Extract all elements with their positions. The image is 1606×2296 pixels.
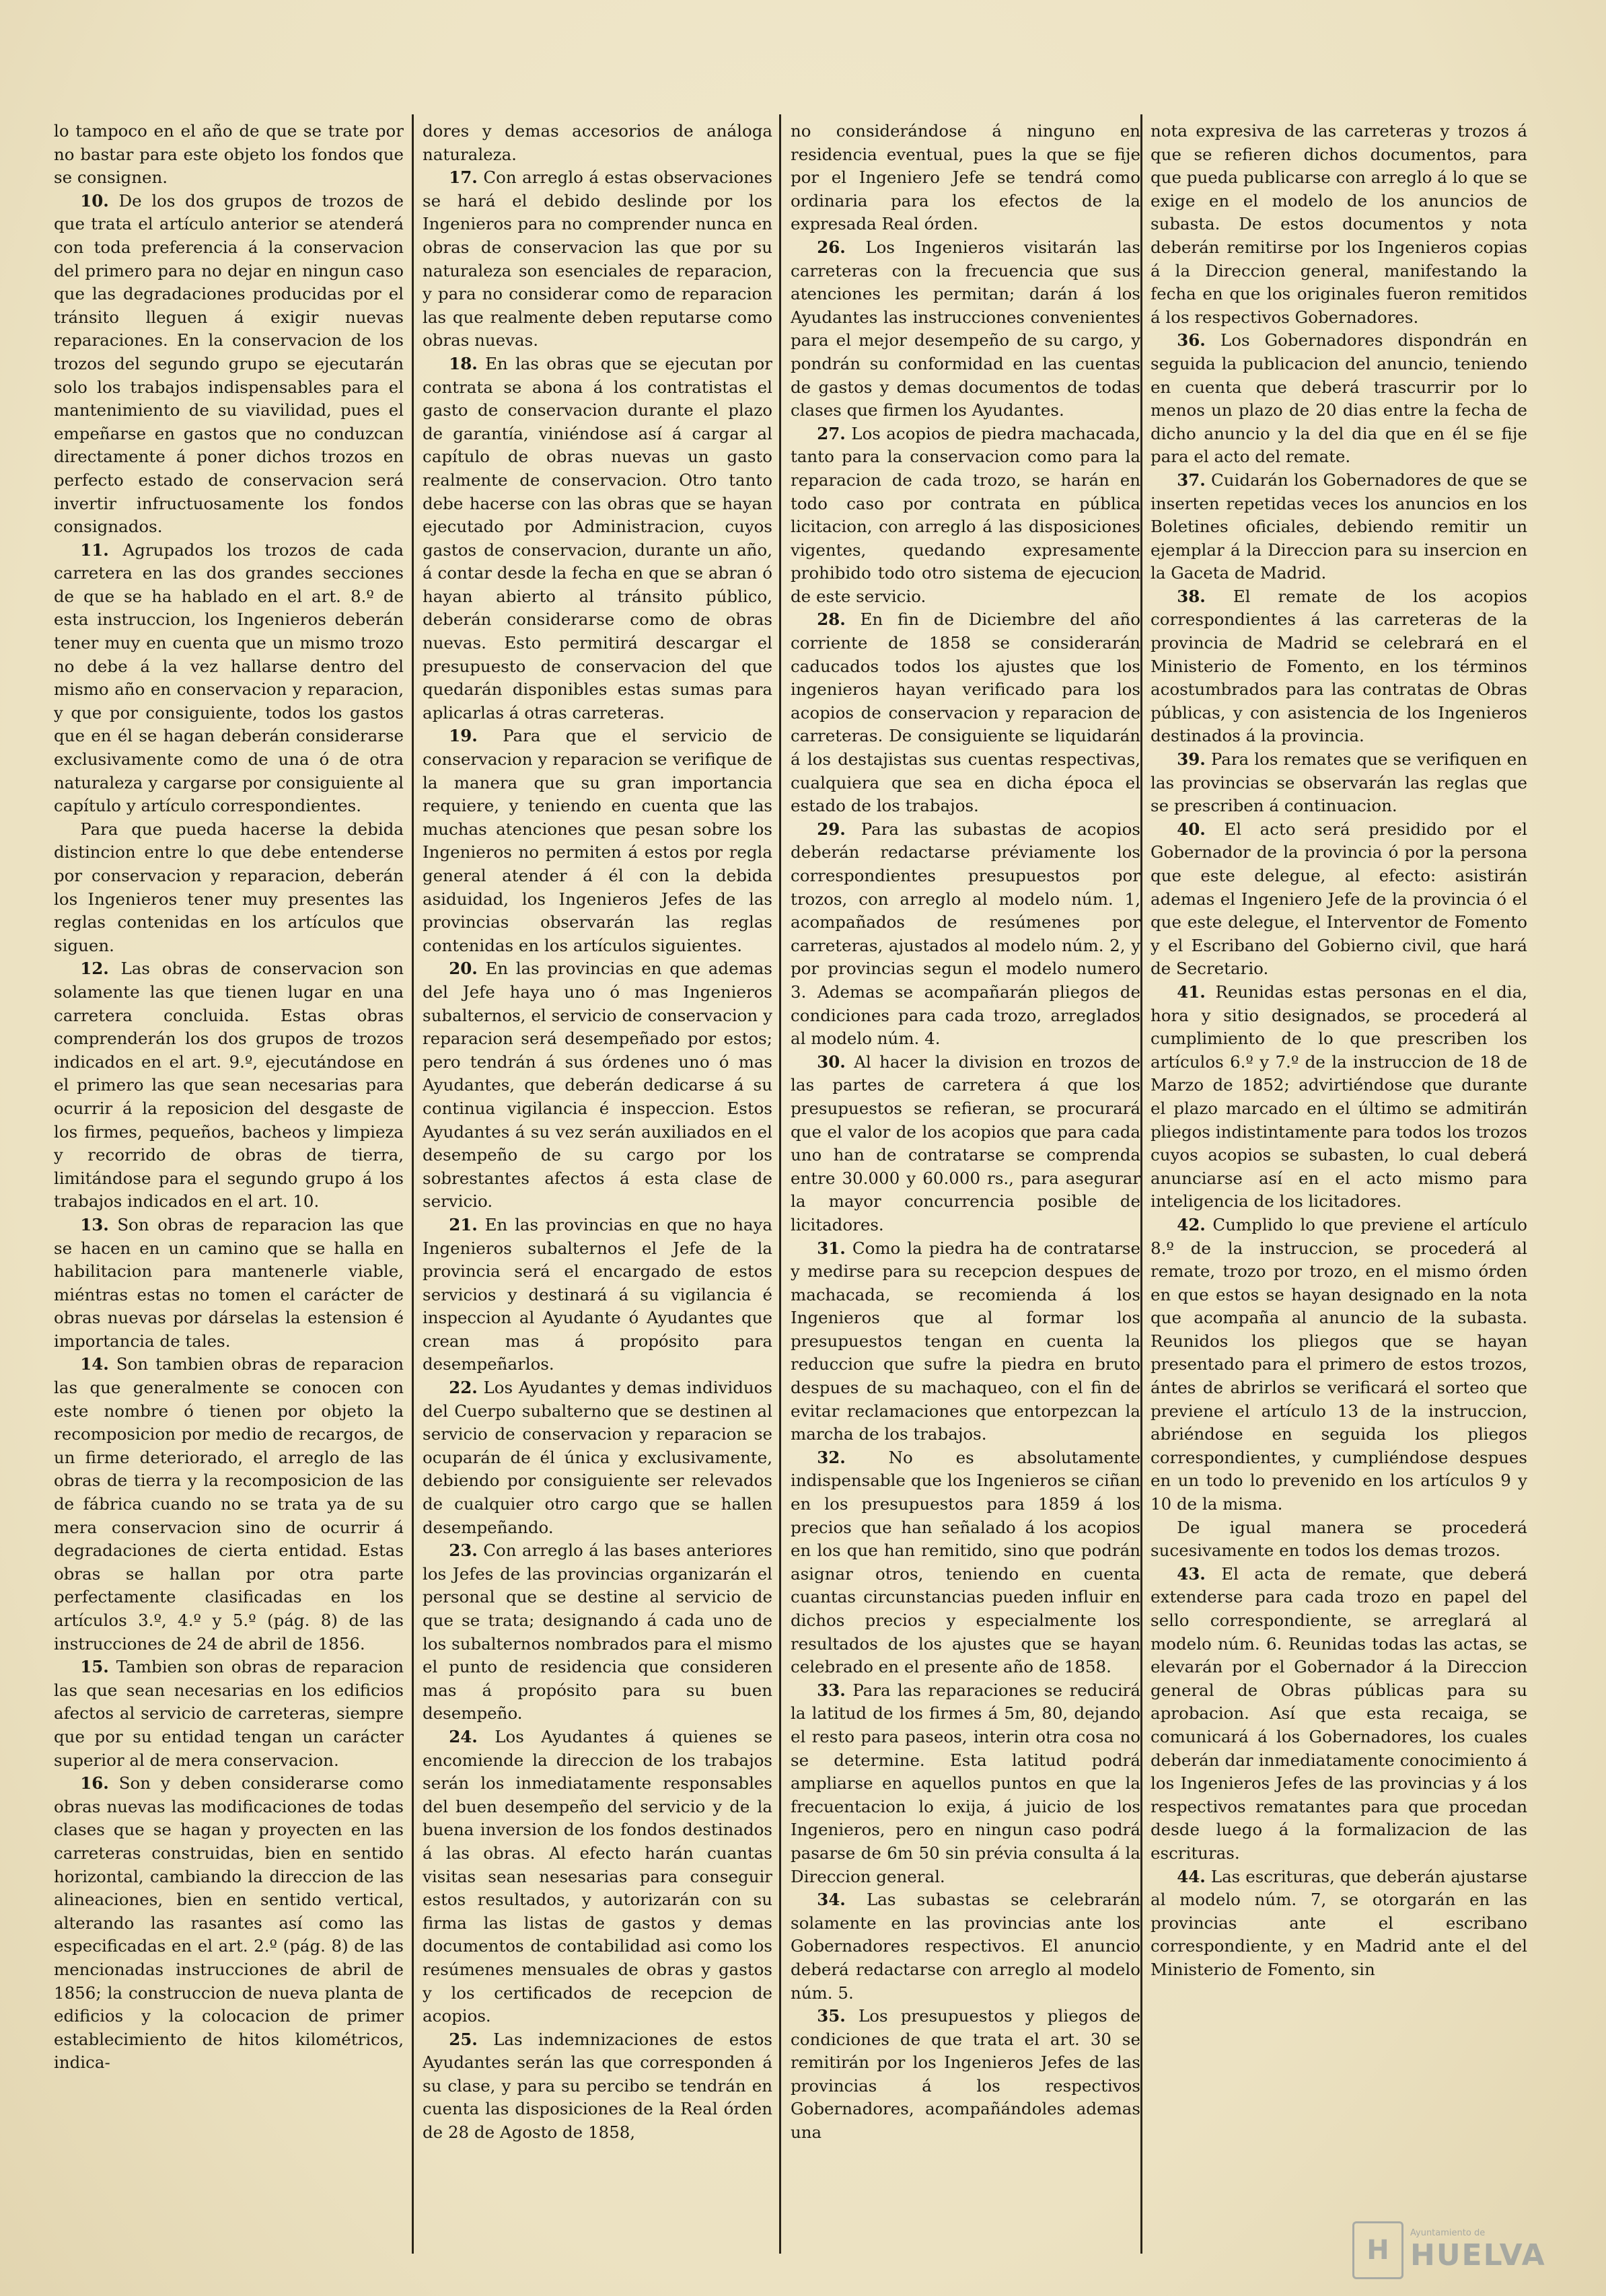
paragraph-text: Para los remates que se verifiquen en las provincias se observarán las reglas que se prescriben á continuacion. [1151, 749, 1527, 816]
paragraph-text: De los dos grupos de trozos de que trata el artículo anterior se atenderá con toda preferencia á la conservacion del primero para no dejar en ningun caso que las degradaciones producidas por el tránsito lleguen á exigir nuevas reparaciones. En la conservacion de los trozos del segundo grupo se ejecutarán solo los trabajos indispensables para el mantenimiento de su viavilidad, pues el empeñarse en gastos que no conduzcan directamente á poner dichos trozos en perfecto estado de conservacion será invertir infructuosamente los fondos consignados. [54, 190, 404, 537]
paragraph [791, 1446, 1140, 1679]
paragraph-text: Los presupuestos y pliegos de condiciones de que trata el art. 30 se remitirán por los Ingenieros Jefes de las provincias á los respectivos Gobernadores, acompañándoles ademas una [791, 2006, 1140, 2143]
watermark-label: HUELVA [1410, 2238, 1546, 2272]
article-number: 42. [1177, 1214, 1206, 1234]
column-rule [1140, 114, 1142, 2254]
text-column-2 [423, 120, 772, 2259]
paragraph-text: En las provincias en que ademas del Jefe haya uno ó mas Ingenieros subalternos, el servicio de conservacion y reparacion será desempeñado por estos; pero tendrán á sus órdenes uno ó mas Ayudantes, que deberán dedicarse á su continua vigilancia é inspeccion. Estos Ayudantes á su vez serán auxiliados en el desempeño de su cargo por los sobrestantes afectos á esta clase de servicio. [423, 959, 772, 1212]
paragraph-text: no considerándose á ninguno en residencia eventual, pues la que se fije por el Ingeniero Jefe se tendrá como ordinaria para los efectos de la expresada Real órden. [791, 121, 1140, 234]
paragraph [1151, 1563, 1527, 1865]
article-number: 19. [449, 726, 478, 746]
paragraph [423, 725, 772, 957]
watermark-sub: Ayuntamiento de [1410, 2228, 1486, 2238]
paragraph [423, 1539, 772, 1726]
paragraph [54, 1353, 404, 1656]
article-number: 27. [817, 423, 846, 443]
paragraph-text: En las obras que se ejecutan por contrata se abona á los contratistas el gasto de conservacion durante el plazo de garantía, viniéndose así á cargar al capítulo de obras nuevas un gasto realmente de conservacion. Otro tanto debe hacerse con las obras que se hayan ejecutado por Administracion, cuyos gastos de conservacion, durante un año, á contar desde la fecha en que se abran ó hayan abierto al tránsito público, deberán considerarse como de obras nuevas. Esto permitirá descargar el presupuesto de conservacion del que quedarán disponibles estas sumas para aplicarlas á otras carreteras. [423, 353, 772, 723]
paragraph [423, 1376, 772, 1539]
paragraph-text: Para las reparaciones se reducirá la latitud de los firmes á 5m, 80, dejando el resto para paseos, interin otra cosa no se determine. Esta latitud podrá ampliarse en aquellos puntos en que la frecuentacion lo exija, á juicio de los Ingenieros, pero en ningun caso podrá pasarse de 6m 50 sin prévia consulta á la Direccion general. [791, 1680, 1140, 1886]
paragraph [1151, 1516, 1527, 1563]
paragraph-text: Cumplido lo que previene el artículo 8.º de la instruccion, se procederá al remate, trozo por trozo, en el mismo órden en que estos se hayan designado en la nota que acompaña al anuncio de la subasta. Reunidos los pliegos que se hayan presentado para el primero de estos trozos, ántes de abrirlos se verificará el sorteo que previene el artículo 13 de la instruccion, abriéndose en seguida los pliegos correspondientes, y cumpliéndose despues en un todo lo prevenido en los artículos 9 y 10 de la misma. [1151, 1214, 1527, 1514]
article-number: 32. [817, 1447, 846, 1467]
article-number: 43. [1177, 1563, 1206, 1584]
paragraph-text: Son tambien obras de reparacion las que generalmente se conocen con este nombre ó tienen por objeto la recomposicion por medio de recargos, de un firme deteriorado, el arreglo de las obras de tierra y la recomposicion de las de fábrica cuando no se trata ya de su mera conservacion sino de ocurrir á degradaciones de cierta entidad. Estas obras se hallan por otra parte perfectamente clasificadas en los artículos 3.º, 4.º y 5.º (pág. 8) de las instrucciones de 24 de abril de 1856. [54, 1354, 404, 1654]
paragraph-text: No es absolutamente indispensable que los Ingenieros se ciñan en los presupuestos para 1859 á los precios que han señalado á los acopios en los que han remitido, sino que podrán asignar otros, teniendo en cuenta cuantas circunstancias pueden influir en dichos precios y especialmente los resultados de los ajustes que se hayan celebrado en el presente año de 1858. [791, 1447, 1140, 1677]
paragraph-text: Los Ingenieros visitarán las carreteras con la frecuencia que sus atenciones les permitan; darán á los Ayudantes las instrucciones convenientes para el mejor desempeño de su cargo, y pondrán su conformidad en las cuentas de gastos y demas documentos de todas clases que firmen los Ayudantes. [791, 237, 1140, 420]
article-number: 15. [80, 1657, 109, 1677]
article-number: 40. [1177, 819, 1206, 839]
paragraph-text: El remate de los acopios correspondientes á las carreteras de la provincia de Madrid se celebrará en el Ministerio de Fomento, en los términos acostumbrados para las contratas de Obras públicas, y con asistencia de los Ingenieros destinados á la provincia. [1151, 586, 1527, 746]
paragraph-text: lo tampoco en el año de que se trate por no bastar para este objeto los fondos que se consignen. [54, 121, 404, 188]
text-column-3 [791, 120, 1140, 2259]
paragraph [54, 1772, 404, 2075]
column-rule [412, 114, 414, 2254]
paragraph-text: Reunidas estas personas en el dia, hora y sitio designados, se procederá al cumplimiento de lo que prescriben los artículos 6.º y 7.º de la instruccion de 18 de Marzo de 1852; advirtiéndose que durante el plazo marcado en el último se admitirán pliegos indistintamente para todos los trozos cuyos acopios se subasten, lo cual deberá anunciarse así en el acto mismo para inteligencia de los licitadores. [1151, 982, 1527, 1212]
article-number: 38. [1177, 586, 1206, 606]
paragraph-text: Los Ayudantes y demas individuos del Cuerpo subalterno que se destinen al servicio de conservacion y reparacion se ocuparán de él única y exclusivamente, debiendo por consiguiente ser relevados de cualquier otro cargo que se hallen desempeñando. [423, 1378, 772, 1537]
paragraph [791, 1237, 1140, 1446]
paragraph [1151, 585, 1527, 748]
article-number: 22. [449, 1378, 478, 1398]
paragraph-text: De igual manera se procederá sucesivamente en todos los demas trozos. [1151, 1517, 1527, 1561]
paragraph-text: En las provincias en que no haya Ingenieros subalternos el Jefe de la provincia será el encargado de estos servicios y destinará á su vigilancia é inspeccion al Ayudante ó Ayudantes que crean mas á propósito para desempeñarlos. [423, 1214, 772, 1374]
paragraph [1151, 981, 1527, 1214]
paragraph [791, 608, 1140, 817]
article-number: 35. [817, 2006, 846, 2026]
paragraph-text: Son obras de reparacion las que se hacen en un camino que se halla en habilitacion para mantenerle viable, miéntras estas no tomen el carácter de obras nuevas por dárselas la estension é importancia de tales. [54, 1214, 404, 1351]
article-number: 41. [1177, 982, 1206, 1002]
article-number: 21. [449, 1214, 478, 1234]
paragraph-text: En fin de Diciembre del año corriente de 1858 se considerarán caducados todos los ajustes que los ingenieros hayan verificado para los acopios de conservacion y reparacion de carreteras. De consiguiente se liquidarán á los destajistas sus cuentas respectivas, cualquiera que sea en dicha época el estado de los trabajos. [791, 609, 1140, 816]
paragraph [791, 120, 1140, 236]
article-number: 26. [817, 237, 846, 257]
article-number: 20. [449, 959, 478, 979]
paragraph-text: Tambien son obras de reparacion las que sean necesarias en los edificios afectos al servicio de carreteras, siempre que por su entidad tengan un carácter superior al de mera conservacion. [54, 1657, 404, 1770]
paragraph [791, 818, 1140, 1051]
paragraph [54, 120, 404, 190]
article-number: 25. [449, 2029, 478, 2049]
paragraph-text: Como la piedra ha de contratarse y medirse para su recepcion despues de machacada, se recomienda á los Ingenieros que al formar los presupuestos tengan en cuenta la reduccion que sufre la piedra en bruto despues de su machaqueo, con el fin de evitar reclamaciones que entorpezcan la marcha de los trabajos. [791, 1238, 1140, 1444]
article-number: 17. [449, 168, 478, 188]
paragraph-text: Los acopios de piedra machacada, tanto para la conservacion como para la reparacion de cada trozo, se harán en todo caso por contrata en pública licitacion, con arreglo á las disposiciones vigentes, quedando expresamente prohibido todo otro sistema de ejecucion de este servicio. [791, 423, 1140, 606]
paragraph [423, 1726, 772, 2028]
paragraph-text: Los Ayudantes á quienes se encomiende la direccion de los trabajos serán los inmediatamente responsables del buen desempeño del servicio y de la buena inversion de los fondos destinados á las obras. Al efecto harán cuantas visitas sean nesesarias para conseguir estos resultados, y autorizarán con su firma las listas de gastos y demas documentos de contabilidad asi como los resúmenes mensuales de obras y gastos y los certificados de recepcion de acopios. [423, 1726, 772, 2026]
text-column-4 [1151, 120, 1527, 2259]
article-number: 29. [817, 819, 846, 839]
article-number: 30. [817, 1051, 846, 1072]
paragraph-text: dores y demas accesorios de análoga naturaleza. [423, 121, 772, 164]
paragraph [1151, 1214, 1527, 1516]
paragraph [423, 353, 772, 725]
paragraph [791, 1051, 1140, 1237]
paragraph-text: Cuidarán los Gobernadores de que se inserten repetidas veces los anuncios en los Boletines oficiales, debiendo remitir un ejemplar á la Direccion para su insercion en la Gaceta de Madrid. [1151, 470, 1527, 583]
article-number: 24. [449, 1726, 478, 1746]
paragraph [54, 539, 404, 818]
paragraph [423, 166, 772, 353]
column-rule [779, 114, 781, 2254]
article-number: 18. [449, 353, 478, 373]
paragraph-text: Son y deben considerarse como obras nuevas las modificaciones de todas clases que se hagan y proyecten en las carreteras construidas, bien en sentido horizontal, cambiando la direccion de las alineaciones, bien en sentido vertical, alterando las rasantes así como las especificadas en el art. 2.º (pág. 8) de las mencionadas instrucciones de abril de 1856; la construccion de nueva planta de edificios y la colocacion de primer establecimiento de hitos kilométricos, indica- [54, 1773, 404, 2073]
paragraph-text: Las escrituras, que deberán ajustarse al modelo núm. 7, se otorgarán en las provincias ante el escribano correspondiente, y en Madrid ante el del Ministerio de Fomento, sin [1151, 1866, 1527, 1979]
article-number: 39. [1177, 749, 1206, 770]
article-number: 23. [449, 1541, 478, 1561]
paragraph [423, 1214, 772, 1376]
paragraph-text: El acto será presidido por el Gobernador de la provincia ó por la persona que este delegue, al efecto: asistirán ademas el Ingeniero Jefe de la provincia ó el que este delegue, el Interventor de Fomento y el Escribano del Gobierno civil, que hará de Secretario. [1151, 819, 1527, 979]
paragraph-text: Para que el servicio de conservacion y reparacion se verifique de la manera que su gran importancia requiere, y teniendo en cuenta que las muchas atenciones que pesan sobre los Ingenieros no permiten á estos por regla general atender á él con la debida asiduidad, los Ingenieros Jefes de las provincias observarán las reglas contenidas en los artículos siguientes. [423, 726, 772, 955]
paragraph [1151, 120, 1527, 329]
paragraph [54, 190, 404, 539]
paragraph [54, 1214, 404, 1354]
paragraph [791, 1679, 1140, 1888]
paragraph [1151, 818, 1527, 981]
paragraph [54, 818, 404, 958]
paragraph [1151, 748, 1527, 818]
article-number: 14. [80, 1354, 109, 1374]
paragraph [791, 2005, 1140, 2145]
paragraph-text: Para las subastas de acopios deberán redactarse préviamente los correspondientes presupuestos por trozos, con arreglo al modelo núm. 1, acompañados de resúmenes por carreteras, ajustados al modelo núm. 2, y por provincias segun el modelo numero 3. Ademas se acompañarán pliegos de condiciones para cada trozo, arreglados al modelo núm. 4. [791, 819, 1140, 1049]
article-number: 16. [80, 1773, 109, 1793]
paragraph [1151, 469, 1527, 585]
paragraph-text: Con arreglo á estas observaciones se hará el debido deslinde por los Ingenieros para no comprender nunca en obras de conservacion las que por su naturaleza son esenciales de reparacion, y para no considerar como de reparacion las que realmente deben reputarse como obras nuevas. [423, 168, 772, 350]
article-number: 34. [817, 1890, 846, 1910]
article-number: 44. [1177, 1866, 1206, 1886]
paragraph-text: nota expresiva de las carreteras y trozos á que se refieren dichos documentos, para que pueda publicarse con arreglo á lo que se exige en el modelo de los anuncios de subasta. De estos documentos y nota deberán remitirse por los Ingenieros copias á la Direccion general, manifestando la fecha en que los originales fueron remitidos á los respectivos Gobernadores. [1151, 121, 1527, 327]
paragraph-text: Al hacer la division en trozos de las partes de carretera á que los presupuestos se refieran, se procurará que el valor de los acopios que para cada uno han de contratarse se comprenda entre 30.000 y 60.000 rs., para asegurar la mayor concurrencia posible de licitadores. [791, 1051, 1140, 1234]
paragraph-text: Agrupados los trozos de cada carretera en las dos grandes secciones de que se ha hablado en el art. 8.º de esta instruccion, los Ingenieros deberán tener muy en cuenta que un mismo trozo no debe á la vez hallarse dentro del mismo año en conservacion y reparacion, y que por consiguiente, todos los gastos que en él se hagan deberán considerarse exclusivamente como de una ó de otra naturaleza y cargarse por consiguiente al capítulo y artículo correspondientes. [54, 540, 404, 816]
paragraph [1151, 329, 1527, 469]
article-number: 11. [80, 540, 109, 560]
archive-watermark-logo [1352, 2220, 1574, 2281]
paragraph-text: Las obras de conservacion son solamente las que tienen lugar en una carretera concluida. Estas obras comprenderán los dos grupos de trozos indicados en el art. 9.º, ejecutándose en el primero las que sean necesarias para ocurrir á la reposicion del desgaste de los firmes, pequeños, bacheos y limpieza y recorrido de obras de tierra, limitándose para el segundo grupo á los trabajos indicados en el art. 10. [54, 959, 404, 1212]
article-number: 28. [817, 609, 846, 630]
text-column-1 [54, 120, 404, 2259]
paragraph [54, 1656, 404, 1772]
paragraph [791, 236, 1140, 422]
article-number: 13. [80, 1214, 109, 1234]
article-number: 36. [1177, 330, 1206, 350]
paragraph [791, 422, 1140, 609]
article-number: 12. [80, 959, 109, 979]
paragraph [1151, 1865, 1527, 1982]
paragraph [54, 957, 404, 1214]
article-number: 37. [1177, 470, 1206, 490]
article-number: 10. [80, 190, 109, 211]
article-number: 33. [817, 1680, 846, 1700]
article-number: 31. [817, 1238, 846, 1258]
paragraph [791, 1888, 1140, 2005]
paragraph [423, 120, 772, 166]
paragraph-text: Los Gobernadores dispondrán en seguida la publicacion del anuncio, teniendo en cuenta que deberá trascurrir por lo menos un plazo de 20 dias entre la fecha de dicho anuncio y la del dia que en él se fije para el acto del remate. [1151, 330, 1527, 467]
paragraph [423, 957, 772, 1214]
paragraph-text: Las subastas se celebrarán solamente en las provincias ante los Gobernadores respectivos. El anuncio deberá redactarse con arreglo al modelo núm. 5. [791, 1890, 1140, 2003]
paragraph-text: El acta de remate, que deberá extenderse para cada trozo en papel del sello correspondiente, se arreglará al modelo núm. 6. Reunidas todas las actas, se elevarán por el Gobernador á la Direccion general de Obras públicas para su aprobacion. Así que esta recaiga, se comunicará á los Gobernadores, los cuales deberán dar inmediatamente conocimiento á los Ingenieros Jefes de las provincias y á los respectivos rematantes para que procedan desde luego á la formalizacion de las escrituras. [1151, 1563, 1527, 1863]
paragraph [423, 2028, 772, 2145]
paragraph-text: Para que pueda hacerse la debida distincion entre lo que debe entenderse por conservacion y reparacion, deberán los Ingenieros tener muy presentes las reglas contenidas en los artículos que siguen. [54, 819, 404, 955]
watermark-mark: H [1352, 2221, 1403, 2279]
paragraph-text: Con arreglo á las bases anteriores los Jefes de las provincias organizarán el personal que se destine al servicio de que se trata; designando á cada uno de los subalternos nombrados para el mismo el punto de residencia que consideren mas á propósito para su buen desempeño. [423, 1541, 772, 1724]
paragraph-text: Las indemnizaciones de estos Ayudantes serán las que corresponden á su clase, y para su percibo se tendrán en cuenta las disposiciones de la Real órden de 28 de Agosto de 1858, [423, 2029, 772, 2143]
